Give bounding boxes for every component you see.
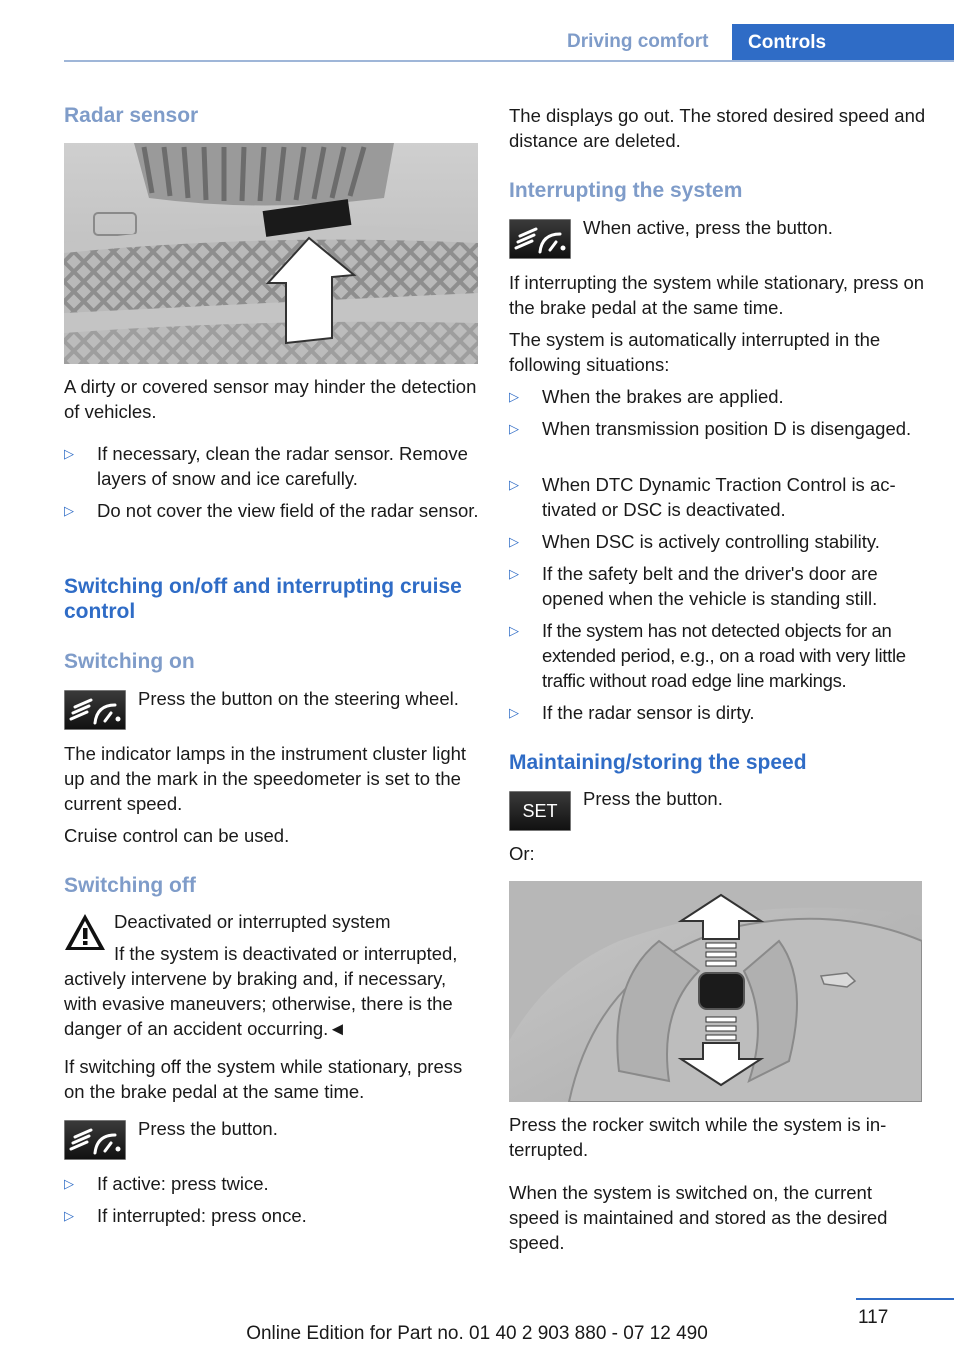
header-section-title: Driving comfort <box>567 31 709 52</box>
cruise-control-icon <box>65 691 127 731</box>
page-number: 117 <box>858 1307 889 1328</box>
maintain-button-text: Press the button. <box>583 788 723 809</box>
bullet-marker-icon: ▷ <box>64 1208 74 1223</box>
radar-sensor-illustration <box>64 143 478 364</box>
bullet-marker-icon: ▷ <box>509 623 519 638</box>
bullet-marker-icon: ▷ <box>509 477 519 492</box>
bullet-marker-icon: ▷ <box>64 503 74 518</box>
set-button[interactable] <box>509 791 571 831</box>
interrupt-button-text: When active, press the button. <box>583 217 833 238</box>
radar-text: A dirty or covered sensor may hinder the detection of vehicles. <box>64 376 477 422</box>
bullet-marker-icon: ▷ <box>509 421 519 436</box>
list-item: ▷ When DTC Dynamic Traction Control is activated or DSC is deactivated. <box>509 474 896 520</box>
cruise-control-button[interactable] <box>64 1120 126 1160</box>
header-rule <box>64 60 954 62</box>
footer-rule <box>856 1298 954 1300</box>
on-text-1: The indicator lamps in the instrument cluster light up and the mark in the speedometer is set to the current speed. <box>64 743 467 814</box>
interrupting-heading: Interrupting the system <box>509 179 743 202</box>
maintaining-heading: Maintaining/storing the speed <box>509 751 807 774</box>
list-item: ▷ If necessary, clean the radar sensor. Remove layers of snow and ice carefully. <box>64 443 468 489</box>
warning-title: Deactivated or interrupted system <box>114 911 391 932</box>
bullet-marker-icon: ▷ <box>64 1176 74 1191</box>
bullet-marker-icon: ▷ <box>509 389 519 404</box>
list-item: ▷ If the radar sensor is dirty. <box>509 702 755 723</box>
list-item: ▷ If the safety belt and the driver's door are opened when the vehicle is standing still. <box>509 563 878 609</box>
list-item: ▷ When the brakes are applied. <box>509 386 784 407</box>
on-button-text: Press the button on the steering wheel. <box>138 688 459 709</box>
cruise-control-icon <box>65 1121 127 1161</box>
rocker-text: Press the rocker switch while the system is interrupted. <box>509 1114 887 1160</box>
switching-heading: Switching on/off and interrupting cruise control <box>64 575 462 623</box>
list-item: ▷ If the system has not detected objects for an extended period, e.g., on a road with very little traffic without road edge line markings. <box>509 620 906 691</box>
bullet-marker-icon: ▷ <box>509 534 519 549</box>
switching-off-heading: Switching off <box>64 874 196 897</box>
maintain-text: When the system is switched on, the current speed is maintained and stored as the desired speed. <box>509 1182 888 1253</box>
switching-on-heading: Switching on <box>64 650 195 673</box>
bullet-marker-icon: ▷ <box>64 446 74 461</box>
on-text-2: Cruise control can be used. <box>64 825 290 846</box>
cruise-control-icon <box>510 220 572 260</box>
list-item: ▷ When DSC is actively controlling stability. <box>509 531 880 552</box>
steering-wheel-rocker-illustration <box>509 881 922 1102</box>
interrupt-text-2: The system is automatically interrupted in the following situations: <box>509 329 881 375</box>
bullet-marker-icon: ▷ <box>509 705 519 720</box>
header-chapter-tab[interactable]: Controls <box>732 24 954 61</box>
bullet-marker-icon: ▷ <box>509 566 519 581</box>
off-button-text: Press the button. <box>138 1118 278 1139</box>
radar-sensor-heading: Radar sensor <box>64 104 199 127</box>
cruise-control-button[interactable] <box>509 219 571 259</box>
edition-footer: Online Edition for Part no. 01 40 2 903 880 - 07 12 490 <box>246 1323 708 1344</box>
set-button-label: SET <box>522 801 558 821</box>
list-item: ▷ Do not cover the view field of the radar sensor. <box>64 500 479 521</box>
list-item: ▷ If interrupted: press once. <box>64 1205 307 1226</box>
warning-text: If the system is deactivated or interrupted, actively intervene by braking and, if necessary, with evasive maneuvers; otherwise, there is the danger of an accident occurring.◄ <box>64 943 458 1039</box>
off-text: If switching off the system while stationary, press on the brake pedal at the same time. <box>64 1056 463 1102</box>
displays-text: The displays go out. The stored desired speed and distance are deleted. <box>509 105 926 151</box>
or-text: Or: <box>509 843 535 864</box>
cruise-control-button[interactable] <box>64 690 126 730</box>
interrupt-text-1: If interrupting the system while stationary, press on the brake pedal at the same time. <box>509 272 925 318</box>
list-item: ▷ When transmission position D is disengaged. <box>509 418 912 439</box>
list-item: ▷ If active: press twice. <box>64 1173 269 1194</box>
